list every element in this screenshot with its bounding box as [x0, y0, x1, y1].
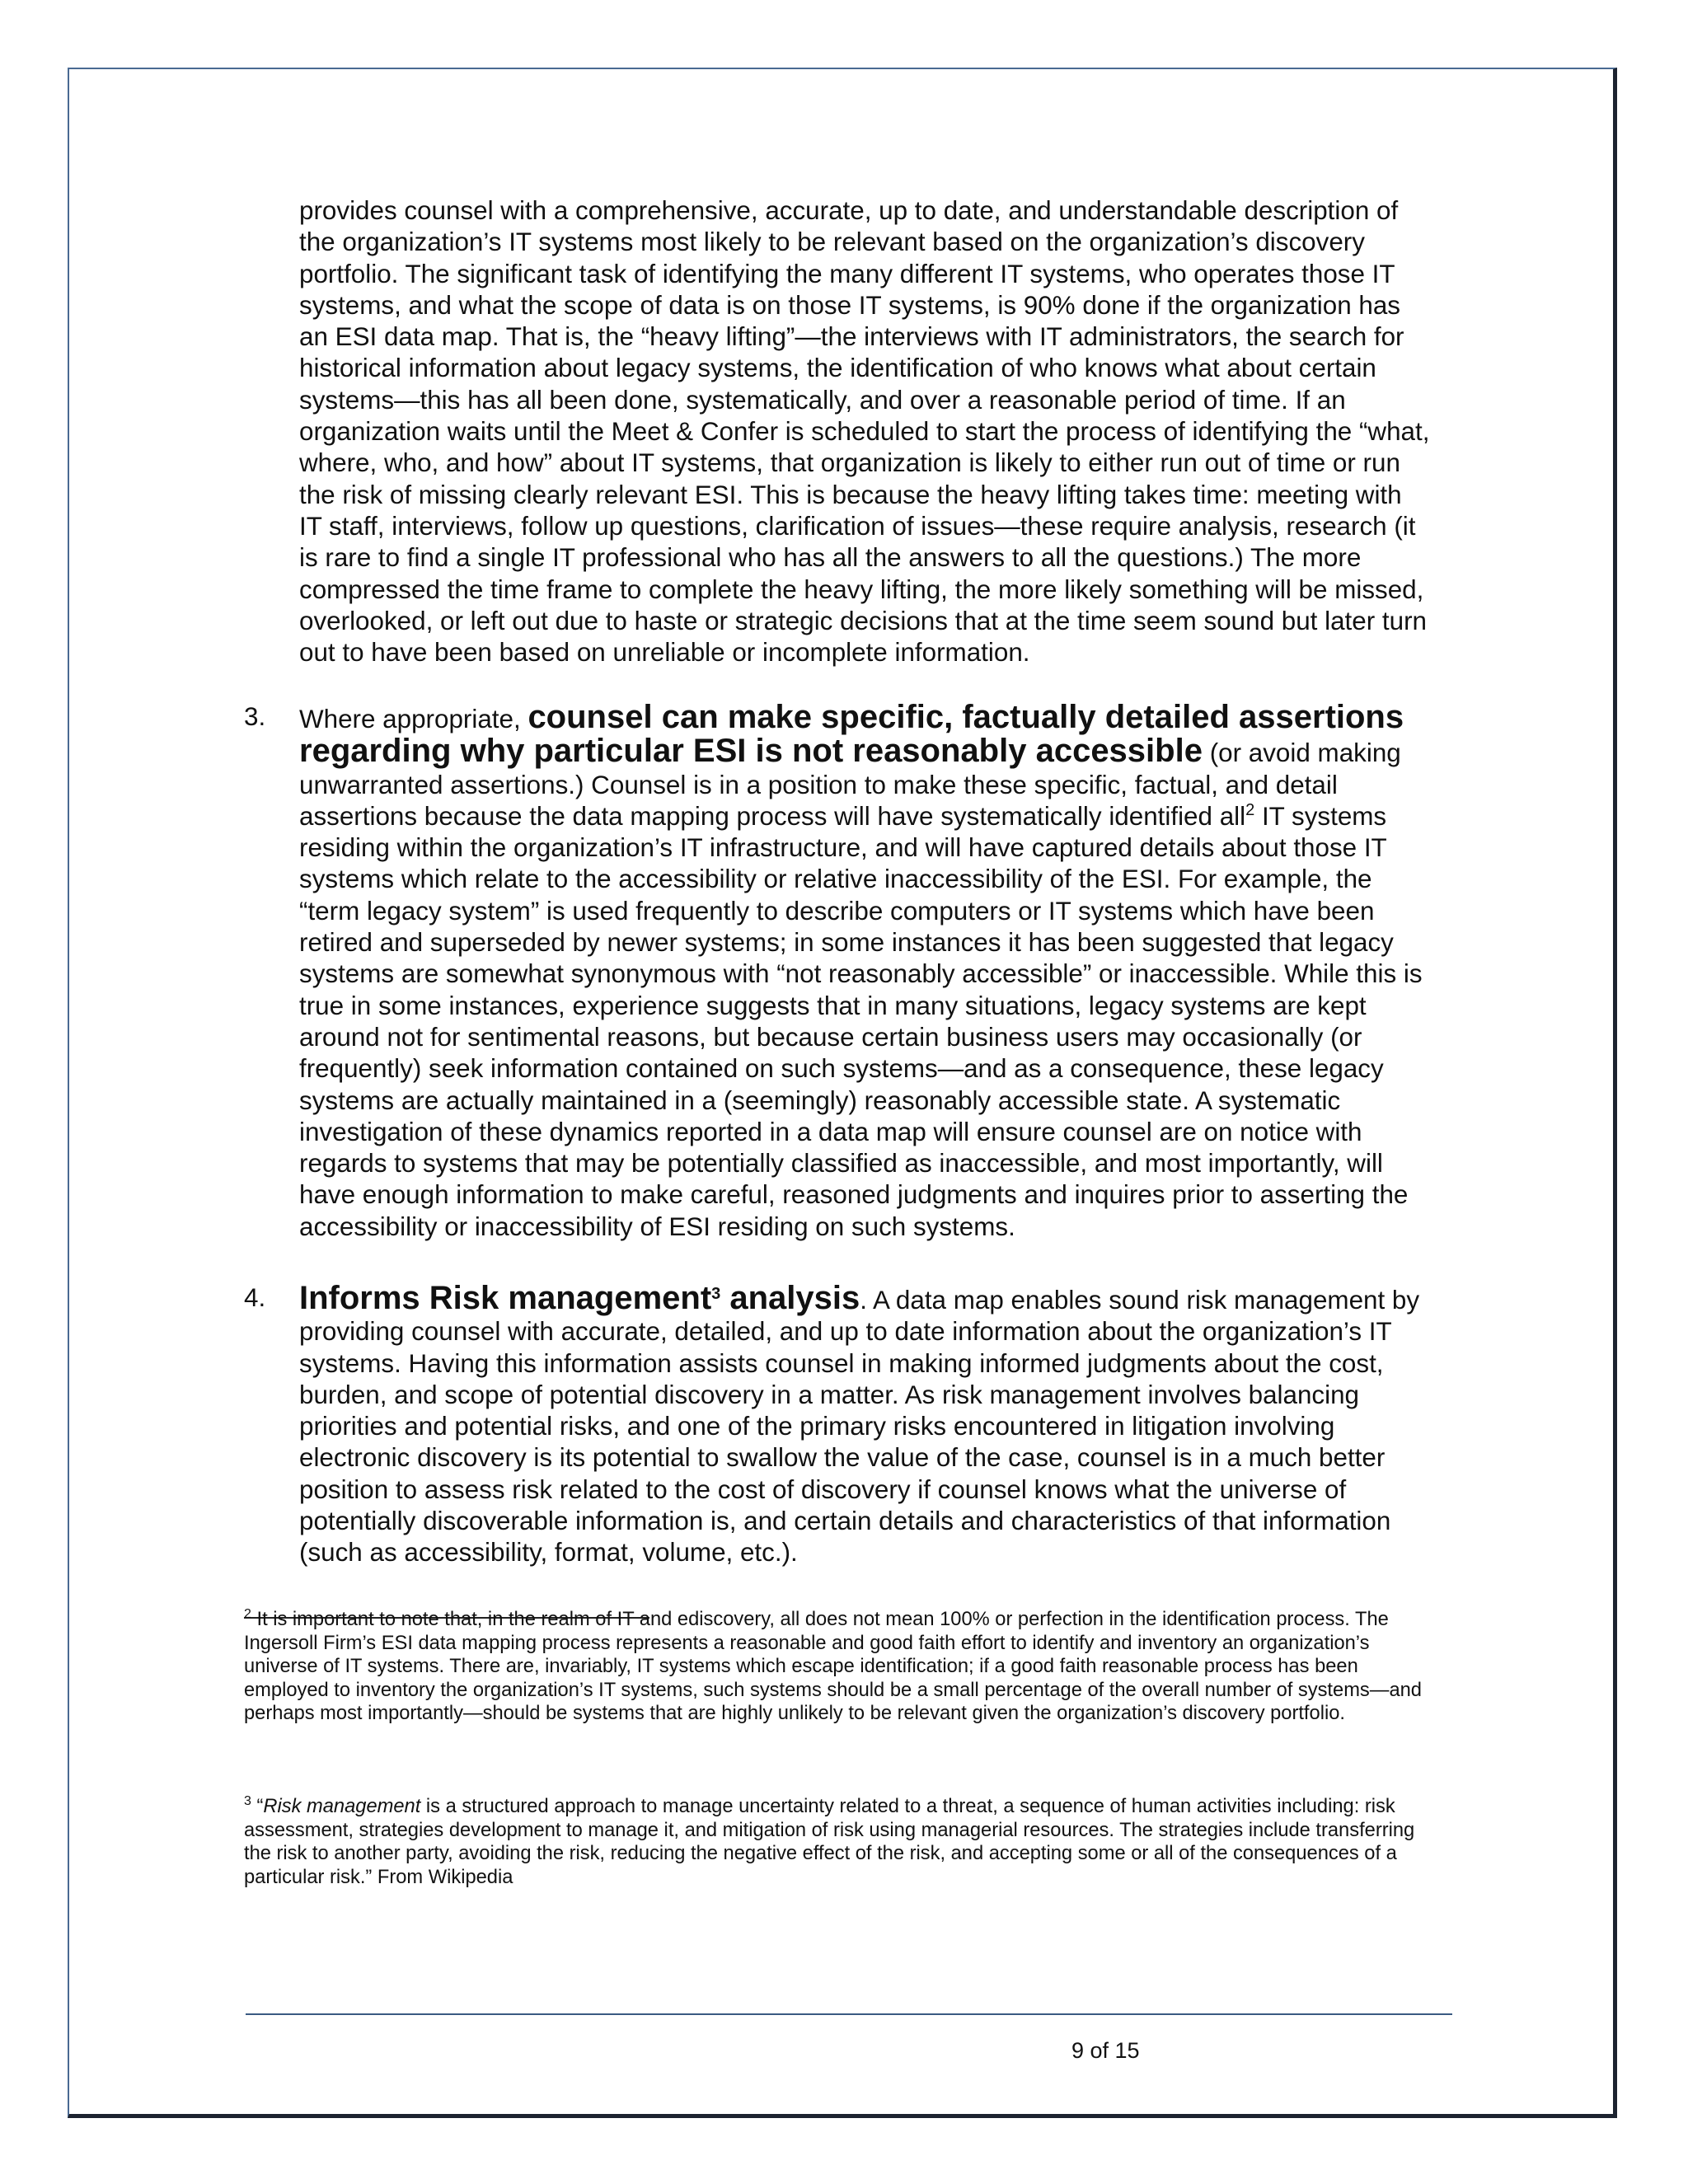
list-item-4	[244, 1282, 1431, 1569]
item-intro: Where appropriate,	[299, 705, 528, 733]
item-text: (or avoid making unwarranted assertions.) Counsel is in a position to make these specific, factual, and detail assertions because the data mapping process will have systematically identified all	[299, 738, 1401, 831]
footnote-term: Risk management	[263, 1796, 421, 1817]
footnote-number: 3	[244, 1794, 251, 1808]
list-item-3	[244, 701, 1431, 1243]
item-text-rest: . A data map enables sound risk management by providing counsel with accurate, detailed, and up to date information about the organization’s IT systems. Having this information assists counsel in making informed judgments about the cost, burden, and scope of potential discovery in a matter. As risk management involves balancing priorities and potential risks, and one of the primary risks encountered in litigation involving electronic discovery is its potential to swallow the value of the case, counsel is in a much better position to assess risk related to the cost of discovery if counsel knows what the universe of potentially discoverable information is, and certain details and characteristics of that information (such as accessibility, format, volume, etc.).	[299, 1286, 1420, 1568]
footnote-3: $^3$ “Risk management is a structured approach to manage uncertainty related to a threat, a sequence of human activities including: risk assessment, strategies development to manage it, and mitigation of risk using managerial resources. The strategies include transferring the risk to another party, avoiding the risk, reducing the negative effect of the risk, and accepting some or all of the consequences of a particular risk.” From Wikipedia	[244, 1794, 1415, 1888]
page-number: 9 of 15	[1071, 2038, 1140, 2063]
footnote-ref-3[interactable]: 3	[711, 1285, 721, 1303]
footnote-ref-2[interactable]: 2	[1245, 800, 1255, 819]
item-lead-heading: Informs Risk management$^3$ analysis	[299, 1280, 860, 1316]
footnote-2	[244, 1608, 1431, 1726]
list-item-body	[299, 1282, 1431, 1569]
item-text-rest: IT systems residing within the organization’s IT infrastructure, and will have captured details about those IT systems which relate to the accessibility or relative inaccessibility of the ESI. For example, the “term legacy system” is used frequently to describe computers or IT systems which have been retired and superseded by newer systems; in some instances it has been suggested that legacy systems are somewhat synonymous with “not reasonably accessible” or inaccessible. While this is true in some instances, experience suggests that in many situations, legacy systems are kept around not for sentimental reasons, but because certain business users may occasionally (or frequently) seek information contained on such systems—and as a consequence, these legacy systems are actually maintained in a (seemingly) reasonably accessible state. A systematic investigation of these dynamics reported in a data map will ensure counsel are on notice with regards to systems that may be potentially classified as inaccessible, and most importantly, will have enough information to make careful, reasoned judgments and inquires prior to asserting the accessibility or inaccessibility of ESI residing on such systems.	[299, 801, 1423, 1241]
footnote-text: is a structured approach to manage uncertainty related to a threat, a sequence of human activities including: risk assessment, strategies development to manage it, and mitigation of risk using managerial resources. The strategies include transferring the risk to another party, avoiding the risk, reducing the negative effect of the risk, and accepting some or all of the consequences of a particular risk.” From Wikipedia	[244, 1796, 1415, 1888]
footnote-number: 2	[244, 1607, 251, 1621]
list-number: 3.	[244, 702, 266, 731]
item-lead-heading: counsel can make specific, factually detailed assertions regarding why particular ESI is not reasonably accessible	[299, 699, 1404, 770]
continued-paragraph: provides counsel with a comprehensive, accurate, up to date, and understandable description of the organization’s IT systems most likely to be relevant based on the organization’s discovery portfolio. The significant task of identifying the many different IT systems, who operates those IT systems, and what the scope of data is on those IT systems, is 90% done if the organization has an ESI data map. That is, the “heavy lifting”—the interviews with IT administrators, the search for historical information about legacy systems, the identification of who knows what about certain systems—this has all been done, systematically, and over a reasonable period of time. If an organization waits until the Meet & Confer is scheduled to start the process of identifying the “what, where, who, and how” about IT systems, that organization is likely to either run out of time or run the risk of missing clearly relevant ESI. This is because the heavy lifting takes time: meeting with IT staff, interviews, follow up questions, clarification of issues—these require analysis, research (it is rare to find a single IT professional who has all the answers to all the questions.) The more compressed the time frame to complete the heavy lifting, the more likely something will be missed, overlooked, or left out due to haste or strategic decisions that at the time seem sound but later turn out to have been based on unreliable or incomplete information.	[299, 196, 1430, 668]
footer-divider	[246, 2013, 1452, 2015]
list-number: 4.	[244, 1283, 266, 1312]
footnote-text: It is important to note that, in the realm of IT and ediscovery, all does not mean 100% or perfection in the identification process. The Ingersoll Firm’s ESI data mapping process represents a reasonable and good faith effort to identify and inventory an organization’s universe of IT systems. There are, invariably, IT systems which escape identification; if a good faith reasonable process has been employed to inventory the organization’s IT systems, such systems should be a small percentage of the overall number of systems—and perhaps most importantly—should be systems that are highly unlikely to be relevant given the organization’s discovery portfolio.	[244, 1609, 1422, 1725]
list-item-body	[299, 701, 1431, 1243]
